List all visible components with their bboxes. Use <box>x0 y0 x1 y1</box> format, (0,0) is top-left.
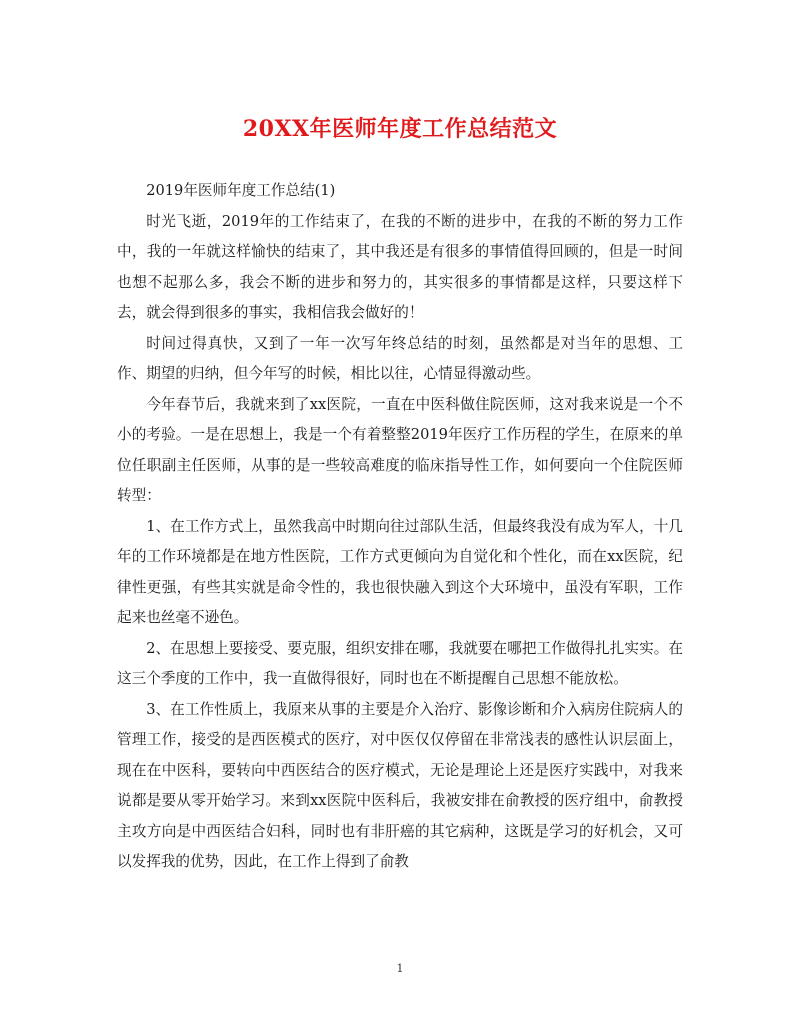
paragraph: 时光飞逝，2019年的工作结束了，在我的不断的进步中，在我的不断的努力工作中，我的一年就这样愉快的结束了，其中我还是有很多的事情值得回顾的，但是一时间也想不起那么多，我会不断的进步和努力的，其实很多的事情都是这样，只要这样下去，就会得到很多的事实，我相信我会做好的！ <box>117 212 683 321</box>
paragraph: 1、在工作方式上，虽然我高中时期向往过部队生活，但最终我没有成为军人，十几年的工作环境都是在地方性医院，工作方式更倾向为自觉化和个性化，而在xx医院，纪律性更强，有些其实就是命令性的，我也很快融入到这个大环境中，虽没有军职，工作起来也丝毫不逊色。 <box>117 517 683 626</box>
document-title: 20XX年医师年度工作总结范文 <box>242 116 558 142</box>
page-number: 1 <box>396 962 404 975</box>
paragraph: 时间过得真快，又到了一年一次写年终总结的时刻，虽然都是对当年的思想、工作、期望的归纳，但今年写的时候，相比以往，心情显得激动些。 <box>117 334 683 382</box>
paragraph: 今年春节后，我就来到了xx医院，一直在中医科做住院医师，这对我来说是一个不小的考验。一是在思想上，我是一个有着整整2019年医疗工作历程的学生，在原来的单位任职副主任医师，从事的是一些较高难度的临床指导性工作，如何要向一个住院医师转型： <box>117 395 683 504</box>
section-heading: 2019年医师年度工作总结(1) <box>146 182 336 199</box>
paragraph: 2、在思想上要接受、要克服，组织安排在哪，我就要在哪把工作做得扎扎实实。在这三个季度的工作中，我一直做得很好，同时也在不断提醒自己思想不能放松。 <box>117 639 683 687</box>
document-body <box>117 176 683 878</box>
paragraph: 3、在工作性质上，我原来从事的主要是介入治疗、影像诊断和介入病房住院病人的管理工作，接受的是西医模式的医疗，对中医仅仅停留在非常浅表的感性认识层面上，现在在中医科，要转向中西医结合的医疗模式，无论是理论上还是医疗实践中，对我来说都是要从零开始学习。来到xx医院中医科后，我被安排在俞教授的医疗组中，俞教授主攻方向是中西医结合妇科，同时也有非肝癌的其它病种，这既是学习的好机会，又可以发挥我的优势，因此，在工作上得到了俞教 <box>117 700 683 870</box>
